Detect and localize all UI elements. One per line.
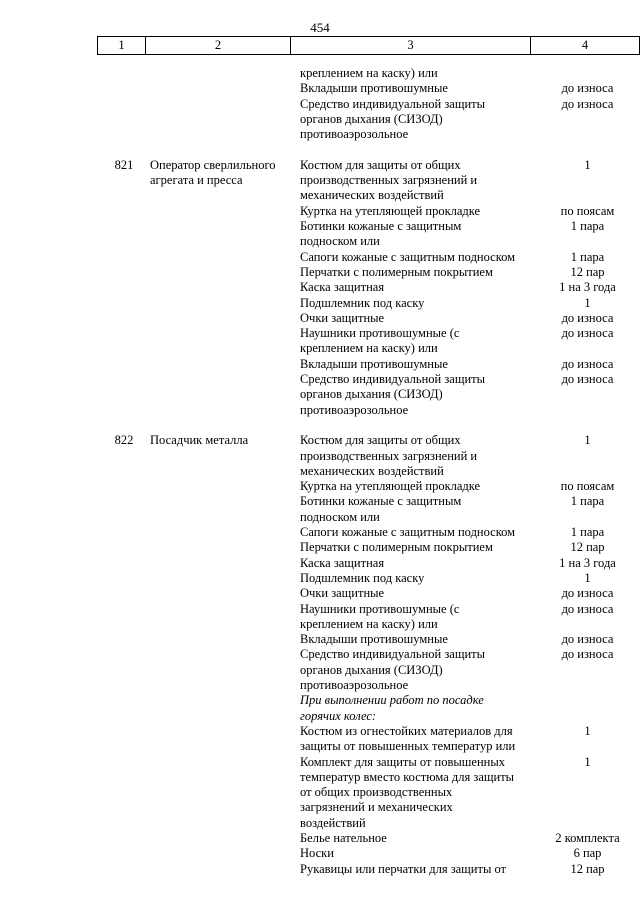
ppe-item: подноском или bbox=[300, 234, 380, 249]
header-col-4: 4 bbox=[530, 37, 640, 54]
ppe-item: противоаэрозольное bbox=[300, 402, 409, 417]
ppe-quantity: 12 пар bbox=[570, 540, 605, 555]
ppe-quantity: до износа bbox=[561, 586, 614, 601]
ppe-quantity: до износа bbox=[561, 601, 614, 616]
ppe-quantity: до износа bbox=[561, 81, 614, 96]
ppe-quantity: 1 на 3 года bbox=[559, 555, 616, 570]
ppe-quantity: до износа bbox=[561, 372, 614, 386]
ppe-quantity: до износа bbox=[561, 356, 614, 371]
ppe-item: Сапоги кожаные с защитным подноском bbox=[300, 525, 516, 539]
ppe-item: противоаэрозольное bbox=[300, 127, 409, 142]
ppe-item: температур вместо костюма для защиты bbox=[300, 769, 515, 784]
ppe-item: Вкладыши противошумные bbox=[300, 81, 448, 96]
ppe-item: Подшлемник под каску bbox=[300, 570, 425, 585]
ppe-quantity: 1 bbox=[584, 570, 591, 585]
ppe-quantity: по поясам bbox=[560, 479, 615, 494]
ppe-item: Средство индивидуальной защиты bbox=[300, 372, 486, 386]
ppe-item: Белье нательное bbox=[300, 831, 387, 845]
table-header bbox=[97, 36, 640, 55]
ppe-item: производственных загрязнений и bbox=[300, 173, 478, 188]
ppe-item: от общих производственных bbox=[300, 785, 453, 800]
header-col-3: 3 bbox=[290, 37, 530, 54]
ppe-quantity: 12 пар bbox=[570, 264, 605, 279]
ppe-item: креплением на каску) или bbox=[300, 341, 438, 356]
ppe-item: Подшлемник под каску bbox=[300, 295, 425, 310]
ppe-quantity: 1 на 3 года bbox=[559, 280, 616, 295]
ppe-item: Куртка на утепляющей прокладке bbox=[300, 479, 481, 494]
ppe-quantity: 2 комплекта bbox=[555, 831, 620, 845]
ppe-item: загрязнений и механических bbox=[300, 800, 453, 815]
ppe-item: Наушники противошумные (с bbox=[300, 326, 460, 341]
page-number: 454 bbox=[310, 20, 330, 35]
ppe-item: Средство индивидуальной защиты bbox=[300, 647, 486, 662]
ppe-item: Костюм для защиты от общих bbox=[300, 433, 461, 448]
ppe-item: Вкладыши противошумные bbox=[300, 632, 448, 647]
ppe-quantity: 1 bbox=[584, 723, 591, 738]
ppe-quantity: до износа bbox=[561, 647, 614, 662]
ppe-item: механических воздействий bbox=[300, 463, 444, 478]
ppe-quantity: 1 пара bbox=[570, 249, 605, 264]
ppe-item: Ботинки кожаные с защитным bbox=[300, 494, 462, 509]
ppe-item: Каска защитная bbox=[300, 555, 385, 570]
profession-name: Посадчик металла bbox=[150, 433, 249, 448]
ppe-item: подноском или bbox=[300, 509, 380, 524]
ppe-quantity: 1 пара bbox=[570, 219, 605, 233]
ppe-item: Ботинки кожаные с защитным bbox=[300, 219, 462, 233]
ppe-quantity: 1 bbox=[584, 433, 591, 448]
ppe-item: креплением на каску) или bbox=[300, 66, 438, 80]
header-col-1: 1 bbox=[97, 37, 145, 54]
ppe-item: механических воздействий bbox=[300, 188, 444, 203]
ppe-item: Перчатки с полимерным покрытием bbox=[300, 540, 493, 555]
ppe-item: органов дыхания (СИЗОД) bbox=[300, 662, 443, 677]
ppe-item: Очки защитные bbox=[300, 310, 385, 325]
ppe-item: горячих колес: bbox=[300, 708, 377, 723]
ppe-item: производственных загрязнений и bbox=[300, 448, 478, 463]
ppe-quantity: 1 пара bbox=[570, 525, 605, 539]
ppe-quantity: по поясам bbox=[560, 203, 615, 218]
ppe-item: Вкладыши противошумные bbox=[300, 356, 448, 371]
ppe-item: органов дыхания (СИЗОД) bbox=[300, 111, 443, 126]
ppe-item: Костюм для защиты от общих bbox=[300, 157, 461, 172]
ppe-quantity: 12 пар bbox=[570, 861, 605, 876]
ppe-quantity: 1 bbox=[584, 157, 591, 172]
ppe-quantity: 1 bbox=[584, 754, 591, 769]
ppe-item: органов дыхания (СИЗОД) bbox=[300, 387, 443, 402]
ppe-quantity: 6 пар bbox=[573, 846, 602, 861]
ppe-item: Комплект для защиты от повышенных bbox=[300, 754, 505, 769]
ppe-quantity: до износа bbox=[561, 632, 614, 647]
ppe-item: Наушники противошумные (с bbox=[300, 601, 460, 616]
ppe-item: воздействий bbox=[300, 815, 366, 830]
ppe-item: креплением на каску) или bbox=[300, 616, 438, 631]
ppe-item: Куртка на утепляющей прокладке bbox=[300, 203, 481, 218]
ppe-quantity: 1 bbox=[584, 295, 591, 310]
ppe-item: Костюм из огнестойких материалов для bbox=[300, 723, 513, 738]
profession-name: Оператор сверлильного bbox=[150, 157, 276, 172]
ppe-item: защиты от повышенных температур или bbox=[300, 739, 516, 754]
row-number: 822 bbox=[114, 433, 134, 448]
ppe-quantity: до износа bbox=[561, 326, 614, 341]
ppe-item: При выполнении работ по посадке bbox=[300, 693, 484, 708]
row-number: 821 bbox=[114, 157, 134, 172]
ppe-item: Очки защитные bbox=[300, 586, 385, 601]
ppe-quantity: 1 пара bbox=[570, 494, 605, 509]
ppe-item: Сапоги кожаные с защитным подноском bbox=[300, 249, 516, 264]
ppe-item: противоаэрозольное bbox=[300, 678, 409, 692]
header-col-2: 2 bbox=[145, 37, 290, 54]
ppe-item: Перчатки с полимерным покрытием bbox=[300, 264, 493, 279]
ppe-item: Носки bbox=[300, 846, 334, 861]
ppe-item: Средство индивидуальной защиты bbox=[300, 96, 486, 111]
profession-name: агрегата и пресса bbox=[150, 173, 243, 188]
ppe-quantity: до износа bbox=[561, 96, 614, 111]
ppe-quantity: до износа bbox=[561, 310, 614, 325]
ppe-item: Рукавицы или перчатки для защиты от bbox=[300, 861, 507, 876]
ppe-item: Каска защитная bbox=[300, 280, 385, 295]
